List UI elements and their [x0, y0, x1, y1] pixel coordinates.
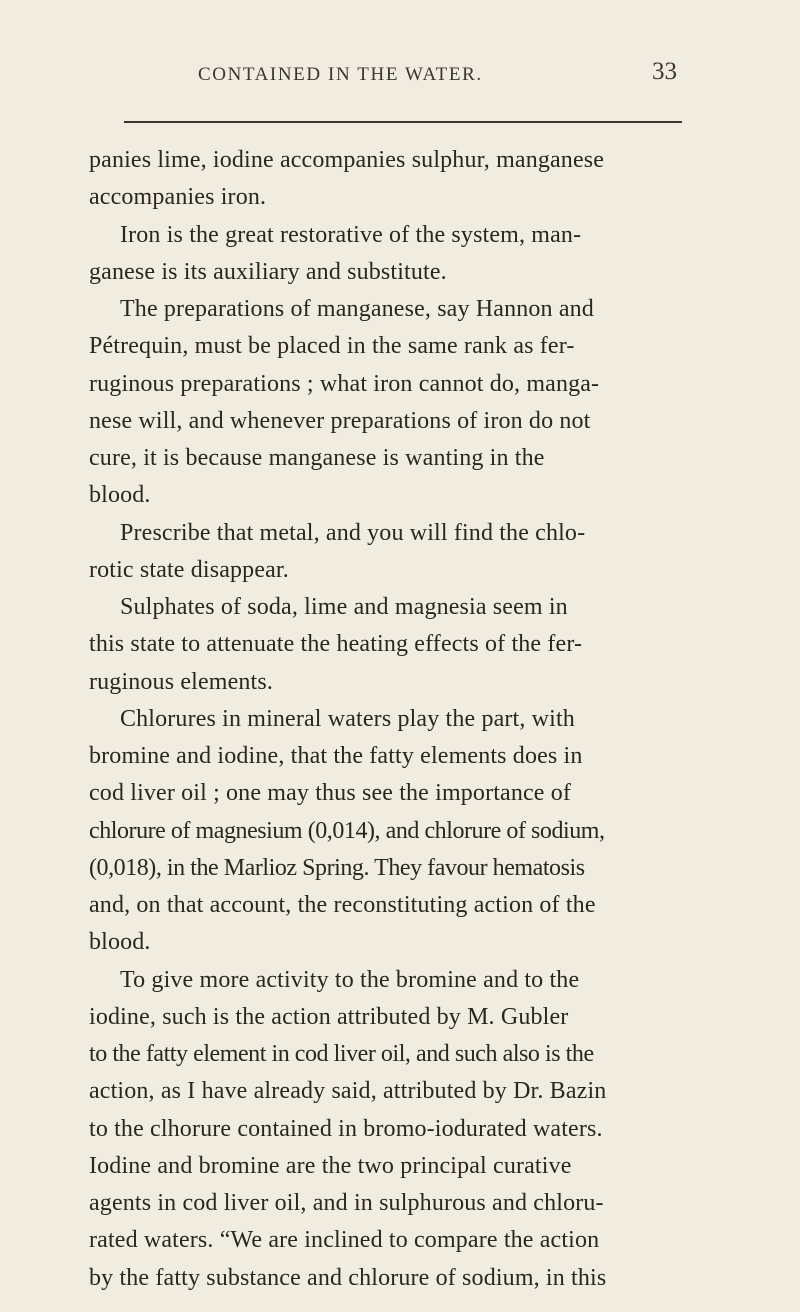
paragraph-first-line: Chlorures in mineral waters play the part, with — [120, 705, 575, 732]
text-line: to the fatty element in cod liver oil, and such also is the — [89, 1041, 594, 1067]
text-line: and, on that account, the reconstituting action of the — [89, 892, 596, 918]
text-line: blood. — [89, 929, 151, 956]
text-line: (0,018), in the Marlioz Spring. They favour hematosis — [89, 854, 585, 881]
text-line: cod liver oil ; one may thus see the importance of — [89, 780, 572, 807]
header-rule — [124, 121, 682, 123]
text-line: bromine and iodine, that the fatty elements does in — [89, 743, 583, 769]
body-text — [89, 142, 709, 1297]
text-line: ganese is its auxiliary and substitute. — [89, 258, 447, 285]
text-line: chlorure of magnesium (0,014), and chlorure of sodium, — [89, 817, 605, 844]
text-line: rated waters. “We are inclined to compare the action — [89, 1227, 600, 1254]
running-head: CONTAINED IN THE WATER. — [198, 64, 483, 85]
text-line: by the fatty substance and chlorure of sodium, in this — [89, 1264, 607, 1291]
paragraph-first-line: Prescribe that metal, and you will find the chlo- — [120, 519, 586, 546]
page-header — [0, 58, 800, 98]
text-line: Iodine and bromine are the two principal curative — [89, 1152, 572, 1179]
text-line: Pétrequin, must be placed in the same rank as fer- — [89, 333, 575, 360]
text-line: ruginous elements. — [89, 668, 274, 695]
paragraph-first-line: To give more activity to the bromine and to the — [120, 966, 580, 993]
text-line: rotic state disappear. — [89, 556, 289, 583]
text-line: to the clhorure contained in bromo-iodurated waters. — [89, 1115, 603, 1142]
text-line: blood. — [89, 482, 151, 509]
paragraph-first-line: The preparations of manganese, say Hannon and — [120, 296, 594, 322]
page-number: 33 — [652, 58, 677, 85]
paragraph-first-line: Sulphates of soda, lime and magnesia seem in — [120, 594, 568, 620]
text-line: cure, it is because manganese is wanting in the — [89, 445, 545, 471]
text-line: this state to attenuate the heating effects of the fer- — [89, 631, 583, 658]
text-line: panies lime, iodine accompanies sulphur, manganese — [89, 147, 605, 173]
paragraph-first-line: Iron is the great restorative of the system, man- — [120, 221, 582, 248]
text-line: accompanies iron. — [89, 184, 267, 211]
text-line: action, as I have already said, attributed by Dr. Bazin — [89, 1078, 607, 1105]
text-line: ruginous preparations ; what iron cannot do, manga- — [89, 370, 600, 397]
text-line: nese will, and whenever preparations of iron do not — [89, 407, 591, 434]
text-line: iodine, such is the action attributed by M. Gubler — [89, 1003, 569, 1030]
text-line: agents in cod liver oil, and in sulphurous and chloru- — [89, 1190, 604, 1216]
